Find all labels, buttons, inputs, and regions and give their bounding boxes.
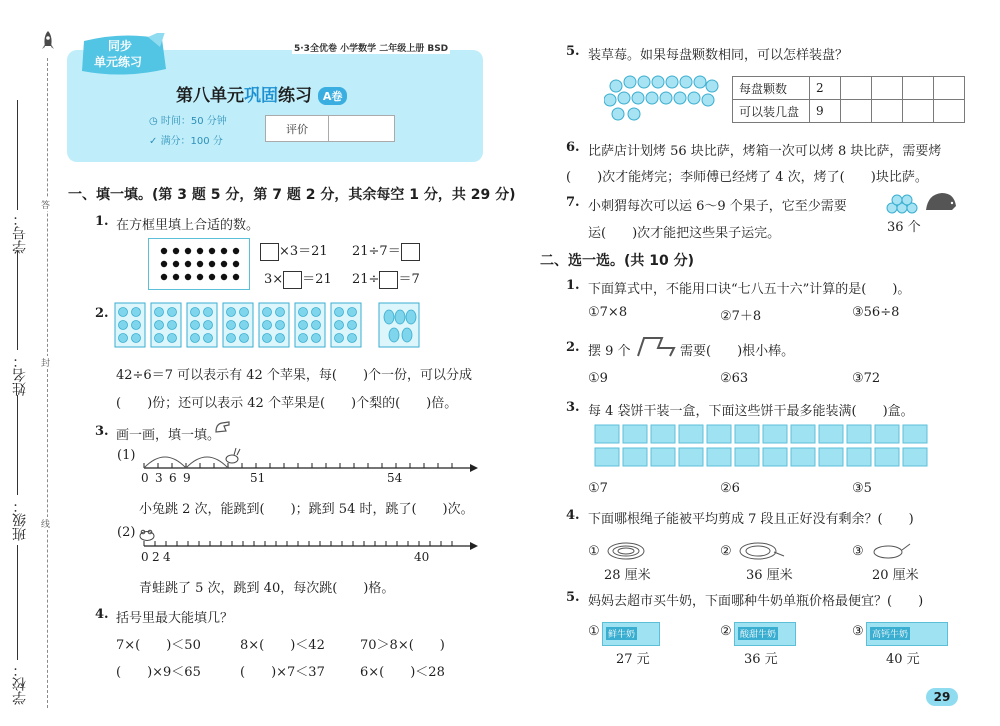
q1-num: 1. <box>95 214 109 229</box>
badge-line2: 单元练习 <box>94 55 143 69</box>
q2-line2: ( )份；还可以表示 42 个苹果是( )个梨的( )倍。 <box>116 396 458 411</box>
q4-r2-b: ( )×7＜37 <box>240 665 325 680</box>
rope-coil-icon <box>868 540 912 562</box>
score-info: ✓ 满分：100 分 <box>149 136 223 147</box>
nl1-tick-0: 0 <box>141 471 149 485</box>
q2-num: 2. <box>95 306 109 321</box>
p2-q5-text: 妈妈去超市买牛奶，下面哪种牛奶单瓶价格最便宜？( ) <box>588 594 924 609</box>
q2-line1: 42÷6＝7 可以表示有 42 个苹果，每( )个一份，可以分成 <box>116 368 473 383</box>
nl1-tick-3: 3 <box>155 471 163 485</box>
p2-q1-num: 1. <box>566 278 580 293</box>
r-q6-line2: ( )次才能烤完；李师傅已经烤了 4 次，烤了( )块比萨。 <box>566 170 928 185</box>
binding-line <box>47 58 48 708</box>
part1-title: 一、填一填。(第 3 题 5 分，第 7 题 2 分，其余每空 1 分，共 29 分) <box>68 187 516 203</box>
nl2-tick-0: 0 <box>141 550 149 564</box>
fruit-pile-icon <box>884 192 924 216</box>
milk-opt2[interactable]: ② 酸甜牛奶 36 元 <box>720 620 820 668</box>
milk-opt1[interactable]: ① 鲜牛奶 27 元 <box>588 620 688 668</box>
q4-num: 4. <box>95 607 109 622</box>
rocket-icon <box>40 30 56 52</box>
p2-q1-opt3[interactable]: ③56÷8 <box>852 305 900 320</box>
nl2-tick-40: 40 <box>414 550 430 564</box>
nl1-tick-54: 54 <box>387 471 403 485</box>
side-field-xingming[interactable]: 姓名： <box>4 250 32 400</box>
r-q7-line1: 小刺猬每次可以运 6～9 个果子，它至少需要 <box>588 199 847 214</box>
pear-group <box>378 302 420 348</box>
nl1-tick-51: 51 <box>250 471 266 485</box>
badge-line1: 同步 <box>108 39 133 53</box>
p2-q2-pre: 摆 9 个 <box>588 344 631 359</box>
milk-opt3[interactable]: ③ 高钙牛奶 40 元 <box>852 620 952 668</box>
rope-coil-icon <box>604 540 648 562</box>
rabbit-icon <box>222 447 242 465</box>
table-row1-label: 每盘颗数 <box>733 77 810 100</box>
fruit-count: 36 个 <box>887 220 921 235</box>
cookie-bags-icon <box>594 424 950 468</box>
r-q7-num: 7. <box>566 195 580 210</box>
pear-icon <box>378 302 420 348</box>
part2-title: 二、选一选。(共 10 分) <box>540 253 695 269</box>
rope-opt3[interactable]: ③ 20 厘米 <box>852 540 942 580</box>
q1-text: 在方框里填上合适的数。 <box>116 218 260 233</box>
side-label-xian: 线 <box>41 517 50 530</box>
check-icon: ✓ <box>149 136 161 147</box>
nl2-tick-4: 4 <box>163 550 171 564</box>
side-label-da: 答 <box>41 198 50 211</box>
table-row2-value: 9 <box>810 100 841 123</box>
nl2-tick-2: 2 <box>152 550 160 564</box>
q1-eq1[interactable]: ×3＝21 <box>260 240 328 261</box>
hedgehog-icon <box>922 190 960 214</box>
p2-q4-text: 下面哪根绳子能被平均剪成 7 段且正好没有剩余？( ) <box>588 512 914 527</box>
milk-price-1: 27 元 <box>616 652 650 667</box>
milk-price-3: 40 元 <box>886 652 920 667</box>
page-number: 29 <box>926 688 958 706</box>
side-field-banji[interactable]: 班级： <box>4 395 32 545</box>
milk-label-1: 鲜牛奶 <box>606 627 637 640</box>
q4-r2-a: ( )×9＜65 <box>116 665 201 680</box>
q4-text: 括号里最大能填几？ <box>116 611 234 626</box>
apple-icon <box>114 302 372 348</box>
p2-q2-post: 需要( )根小棒。 <box>680 344 795 359</box>
q4-r1-b: 8×( )＜42 <box>240 638 325 653</box>
q4-r1-c: 70＞8×( ) <box>360 638 445 653</box>
q1-eq3[interactable]: 3× ＝21 <box>264 272 332 287</box>
p2-q2-num: 2. <box>566 340 580 355</box>
r-q6-num: 6. <box>566 140 580 155</box>
side-field-xuehao[interactable]: 学号： <box>4 100 32 250</box>
title-tag: A卷 <box>318 87 348 105</box>
eval-box[interactable] <box>265 115 395 142</box>
series-label: 5·3全优卷 小学数学 二年级上册 BSD <box>292 41 450 54</box>
q3-s2-question: 青蛙跳了 5 次，跳到 40，每次跳( )格。 <box>139 581 395 596</box>
q3-s1-question: 小兔跳 2 次，能跳到( )；跳到 54 时，跳了( )次。 <box>139 502 474 517</box>
strawberry-icon <box>604 70 722 126</box>
p2-q1-opt2[interactable]: ②7＋8 <box>720 309 762 324</box>
p2-q5-num: 5. <box>566 590 580 605</box>
p2-q1-text: 下面算式中，不能用口诀“七八五十六”计算的是( )。 <box>588 282 911 297</box>
q1-eq2[interactable]: 21÷7＝ <box>352 240 420 261</box>
p2-q1-opt1[interactable]: ①7×8 <box>588 305 628 320</box>
p2-q3-num: 3. <box>566 400 580 415</box>
rope-coil-icon <box>736 540 786 562</box>
p2-q3-opt2[interactable]: ②6 <box>720 481 740 496</box>
side-label-feng: 封 <box>41 356 50 369</box>
apple-groups <box>114 302 372 348</box>
r-q5-num: 5. <box>566 44 580 59</box>
dot-grid-icon <box>149 239 249 289</box>
p2-q3-opt1[interactable]: ①7 <box>588 481 608 496</box>
header-badge <box>78 33 170 77</box>
q3-s2-label: (2) <box>117 525 136 540</box>
q3-s1-label: (1) <box>117 448 136 463</box>
eval-label: 评价 <box>286 123 308 136</box>
milk-label-3: 高钙牛奶 <box>870 627 910 640</box>
table-row1-value: 2 <box>810 77 841 100</box>
milk-price-2: 36 元 <box>744 652 778 667</box>
rope-opt2-len: 36 厘米 <box>746 568 793 583</box>
r-q6-line1: 比萨店计划烤 56 块比萨，烤箱一次可以烤 8 块比萨，需要烤 <box>588 144 942 159</box>
r-q5-text: 装草莓。如果每盘颗数相同，可以怎样装盘？ <box>588 48 849 63</box>
dot-grid <box>148 238 250 290</box>
page-title: 第八单元巩固练习 A卷 <box>176 81 347 106</box>
milk-label-2: 酸甜牛奶 <box>738 627 778 640</box>
q1-eq4[interactable]: 21÷ ＝7 <box>352 272 420 287</box>
p2-q2-opt1[interactable]: ①9 <box>588 371 608 386</box>
nl1-tick-6: 6 <box>169 471 177 485</box>
q4-r1-a: 7×( )＜50 <box>116 638 201 653</box>
time-info: ◷ 时间：50 分钟 <box>149 116 227 127</box>
p2-q2-opt2[interactable]: ②63 <box>720 371 749 386</box>
stick-shape-icon <box>636 334 678 358</box>
q4-r2-c: 6×( )＜28 <box>360 665 445 680</box>
rope-opt1-len: 28 厘米 <box>604 568 651 583</box>
side-field-xuexiao[interactable]: 学校： <box>4 545 32 715</box>
rope-opt3-len: 20 厘米 <box>872 568 919 583</box>
table-row2-label: 可以装几盘 <box>733 100 810 123</box>
hand-icon <box>214 420 232 434</box>
rope-opt2[interactable]: ② 36 厘米 <box>720 540 810 580</box>
r-q7-line2: 运( )次才能把这些果子运完。 <box>588 226 781 241</box>
number-line-2 <box>138 530 478 552</box>
q3-num: 3. <box>95 424 109 439</box>
p2-q3-text: 每 4 袋饼干装一盒，下面这些饼干最多能装满( )盒。 <box>588 404 914 419</box>
nl1-tick-9: 9 <box>183 471 191 485</box>
q3-text: 画一画，填一填。 <box>116 428 221 443</box>
p2-q4-num: 4. <box>566 508 580 523</box>
p2-q2-opt3[interactable]: ③72 <box>852 371 881 386</box>
rope-opt1[interactable]: ① 28 厘米 <box>588 540 678 580</box>
clock-icon: ◷ <box>149 116 161 127</box>
p2-q3-opt3[interactable]: ③5 <box>852 481 872 496</box>
strawberry-table <box>732 76 965 123</box>
